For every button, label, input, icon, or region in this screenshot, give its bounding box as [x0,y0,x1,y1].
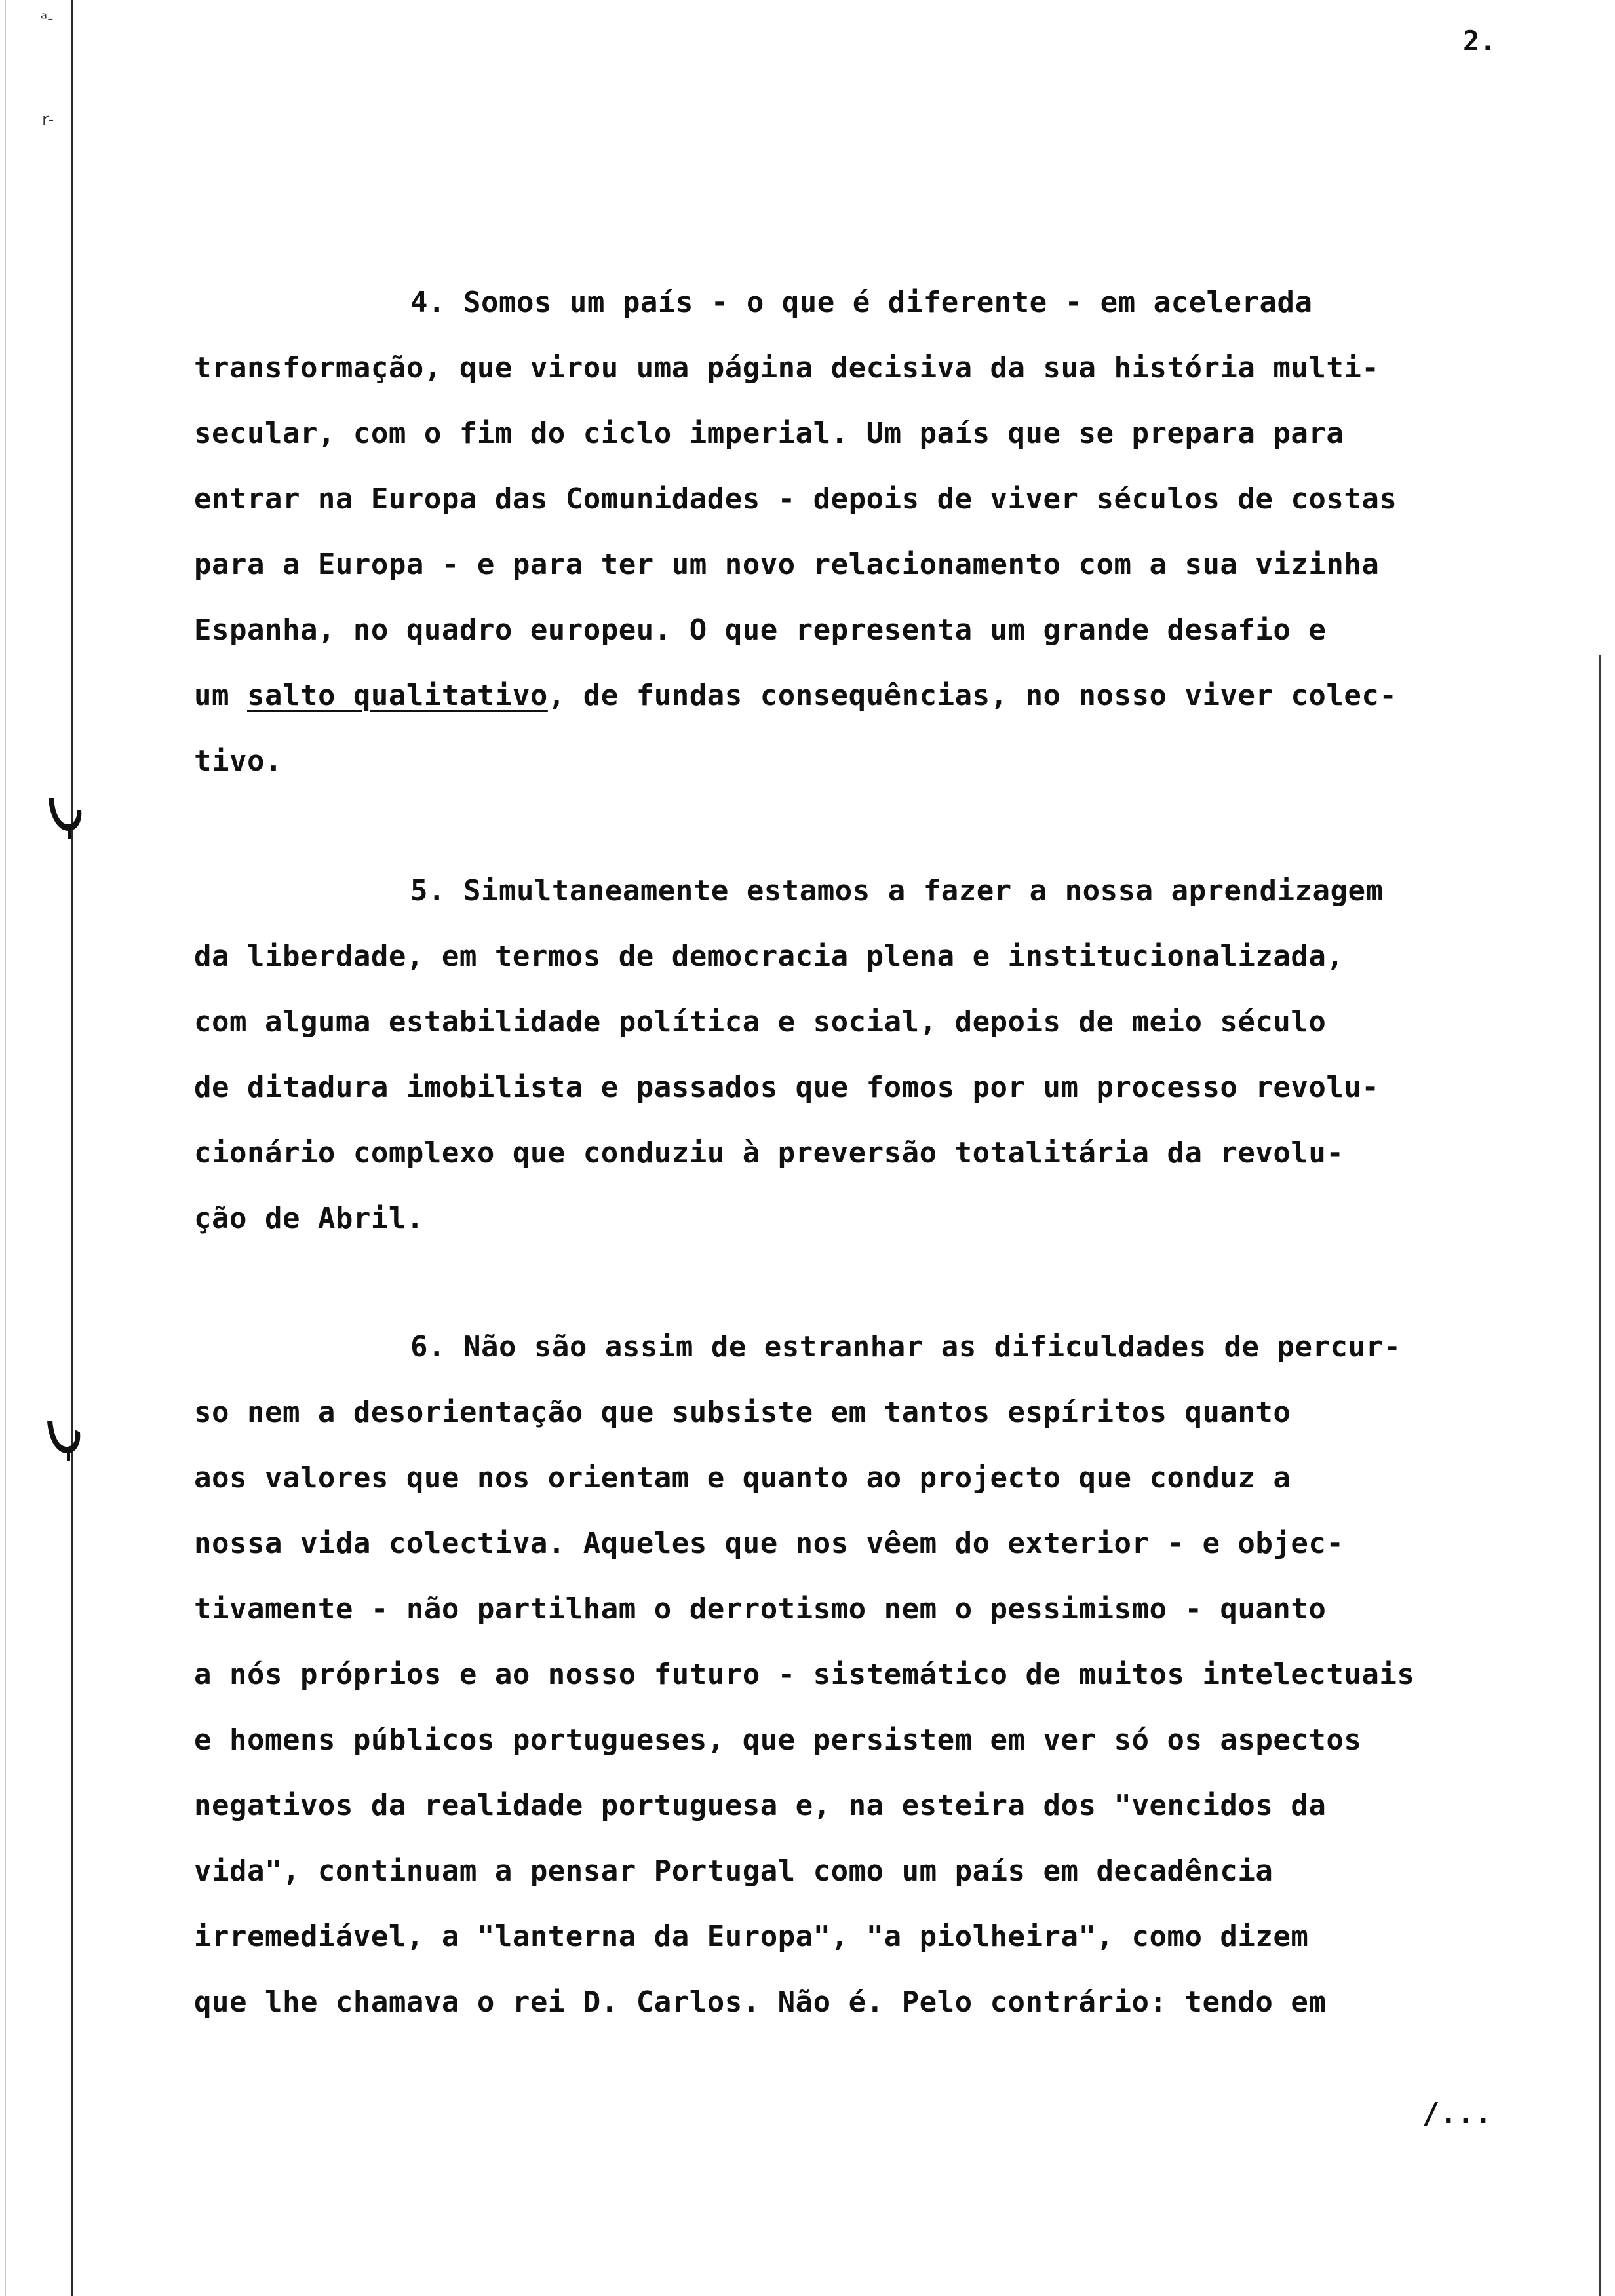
margin-mark-second: r- [42,110,54,130]
text-fragment: , de fundas consequências, no nosso viver colec- [547,679,1397,712]
text-line: Espanha, no quadro europeu. O que representa um grande desafio e [194,613,1327,647]
text-line: 5. Simultaneamente estamos a fazer a nossa aprendizagem [410,874,1384,908]
paragraph-6 [194,1314,1570,2035]
text-line: 6. Não são assim de estranhar as dificuldades de percur- [410,1330,1401,1364]
text-line: aos valores que nos orientam e quanto ao projecto que conduz a [194,1461,1291,1495]
continuation-mark: /... [1422,2097,1492,2130]
paragraph-5 [194,858,1570,1252]
text-line: transformação, que virou uma página decisiva da sua história multi- [194,351,1380,385]
text-line: ção de Abril. [194,1202,424,1235]
scan-edge-line [5,0,6,2296]
text-line: cionário complexo que conduziu à preversão totalitária da revolu- [194,1136,1344,1170]
margin-mark-top: ᵃ- [41,9,54,29]
text-line: que lhe chamava o rei D. Carlos. Não é. Pelo contrário: tendo em [194,1985,1327,2019]
text-line: entrar na Europa das Comunidades - depois de viver séculos de costas [194,482,1397,516]
text-line: e homens públicos portugueses, que persistem em ver só os aspectos [194,1723,1362,1757]
paragraph-4 [194,270,1570,794]
text-line: negativos da realidade portuguesa e, na esteira dos "vencidos da [194,1789,1327,1822]
underlined-phrase: salto qualitativo [246,679,548,712]
left-margin-rule [71,0,73,2296]
text-line: da liberdade, em termos de democracia plena e institucionalizada, [194,940,1344,973]
binder-hole-icon [46,793,84,839]
text-line: 4. Somos um país - o que é diferente - em acelerada [410,286,1313,319]
text-line: para a Europa - e para ter um novo relacionamento com a sua vizinha [194,548,1380,581]
text-line: a nós próprios e ao nosso futuro - sistemático de muitos intelectuais [194,1658,1415,1691]
text-line: secular, com o fim do ciclo imperial. Um país que se prepara para [194,417,1344,450]
text-line: so nem a desorientação que subsiste em tantos espíritos quanto [194,1396,1291,1429]
text-line: vida", continuam a pensar Portugal como um país em decadência [194,1854,1274,1888]
binder-hole-icon [45,1415,83,1461]
text-line: tivamente - não partilham o derrotismo nem o pessimismo - quanto [194,1592,1327,1626]
text-line-with-underline [194,663,1570,729]
text-line: irremediável, a "lanterna da Europa", "a piolheira", como dizem [194,1920,1309,1953]
text-line: de ditadura imobilista e passados que fomos por um processo revolu- [194,1071,1380,1104]
page-number: 2. [1463,25,1496,57]
text-line: com alguma estabilidade política e social, depois de meio século [194,1005,1327,1039]
text-line: tivo. [194,744,282,778]
text-fragment: um [194,679,247,712]
right-margin-rule [1599,655,1601,2296]
text-line: nossa vida colectiva. Aqueles que nos vêem do exterior - e objec- [194,1527,1344,1560]
